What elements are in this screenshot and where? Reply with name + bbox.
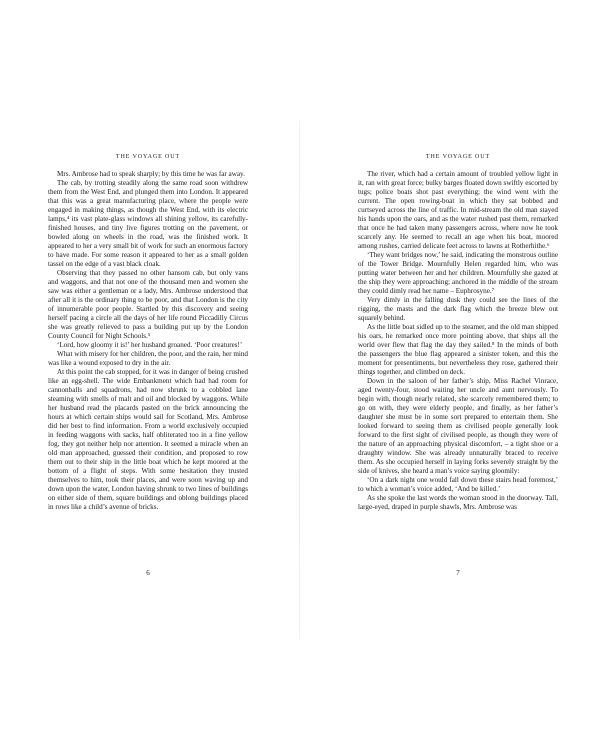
running-head: THE VOYAGE OUT: [115, 154, 181, 160]
paragraph: At this point the cab stopped, for it was in danger of being crushed like an egg-shell. The wide Embankment which had had room for cannonballs and squadrons, had now shrunk to a cobbled lane steaming with smells of malt and oil and blocked by waggons. While her husband read the placards pasted on the brick announcing the hours at which certain ships would sail for Scotland, Mrs. Ambrose did her best to find information. From a world exclusively occupied in feeding waggons with sacks, half obliterated too in a fine yellow fog, they got neither help nor attention. It seemed a miracle when an old man approached, guessed their condition, and proposed to row them out to their ship in the little boat which he kept moored at the bottom of a flight of steps. With some hesitation they trusted themselves to him, took their places, and were soon waving up and down upon the water, London having shrunk to two lines of buildings on either side of them, square buildings and oblong buildings placed in rows like a child’s avenue of bricks.: [48, 368, 248, 511]
paragraph: The cab, by trotting steadily along the same road soon withdrew them from the West End, and plunged them into London. It appeared that this was a great manufacturing place, where the people were engaged in making things, as though the West End, with its electric lamps,⁴ its vast plate-glass windows all shining yellow, its carefully-finished houses, and tiny live figures trotting on the pavement, or bowled along on wheels in the road, was the finished work. It appeared to her a very small bit of work for such an enormous factory to have made. For some reason it appeared to her as a small golden tassel on the edge of a vast black cloak.: [48, 179, 248, 268]
running-head: THE VOYAGE OUT: [425, 154, 491, 160]
paragraph: What with misery for her children, the poor, and the rain, her mind was like a wound exposed to dry in the air.: [48, 350, 248, 367]
paragraph: The river, which had a certain amount of troubled yellow light in it, ran with great force; bulky barges floated down swiftly escorted by tugs; police boats shot past everything; the wind went with the current. The open rowing-boat in which they sat bobbed and curtseyed across the line of traffic. In mid-stream the old man stayed his hands upon the oars, and as the water rushed past them, remarked that once he had taken many passengers across, where now he took scarcely any. He seemed to recall an age when his boat, moored among rushes, carried delicate feet across to lawns at Rotherhithe.⁶: [358, 170, 558, 250]
paragraph: Observing that they passed no other hansom cab, but only vans and waggons, and that not one of the thousand men and women she saw was either a gentleman or a lady, Mrs. Ambrose understood that after all it is the ordinary thing to be poor, and that London is the city of innumerable poor people. Startled by this discovery and seeing herself pacing a circle all the days of her life round Piccadilly Circus she was greatly relieved to pass a building put up by the London County Council for Night Schools.⁵: [48, 269, 248, 340]
paragraph: Down in the saloon of her father’s ship, Miss Rachel Vinrace, aged twenty-four, stood waiting her uncle and aunt nervously. To begin with, though nearly related, she scarcely remembered them; to go on with, they were elderly people, and finally, as her father’s daughter she must be in some sort prepared to entertain them. She looked forward to seeing them as civilised people generally look forward to the first sight of civilised people, as though they were of the nature of an approaching physical discomfort, – a tight shoe or a draughty window. She was already unnaturally braced to receive them. As she occupied herself in laying forks severely straight by the side of knives, she heard a man’s voice saying gloomily:: [358, 377, 558, 475]
paragraph: ‘Lord, how gloomy it is!’ her husband groaned. ‘Poor creatures!’: [57, 341, 243, 349]
body-text: [48, 170, 248, 512]
paragraph: As the little boat sidled up to the steamer, and the old man shipped his oars, he remarked once more pointing above, that ships all the world over flew that flag the day they sailed.⁸ In the minds of both the passengers the blue flag appeared a sinister token, and this the moment for presentiments, but nevertheless they rose, gathered their things together, and climbed on deck.: [358, 323, 558, 376]
page-number: 7: [456, 569, 460, 577]
paragraph: Very dimly in the falling dusk they could see the lines of the rigging, the masts and the dark flag which the breeze blew out squarely behind.: [358, 296, 558, 322]
paragraph: As she spoke the last words the woman stood in the doorway. Tall, large-eyed, draped in purple shawls, Mrs. Ambrose was: [358, 494, 558, 511]
paragraph: ‘They want bridges now,’ he said, indicating the monstrous outline of the Tower Bridge. Mournfully Helen regarded him, who was putting water between her and her children. Mournfully she gazed at the ship they were approaching; anchored in the middle of the stream they could dimly read her name – Euphrosyne.⁷: [358, 251, 558, 295]
page-number: 6: [146, 569, 150, 577]
paragraph: ‘On a dark night one would fall down these stairs head foremost,’ to which a woman’s voice added, ‘And be killed.’: [358, 476, 558, 493]
paragraph: Mrs. Ambrose had to speak sharply; by this time he was far away.: [57, 170, 245, 178]
right-page: [300, 0, 600, 750]
body-text: [358, 170, 558, 512]
